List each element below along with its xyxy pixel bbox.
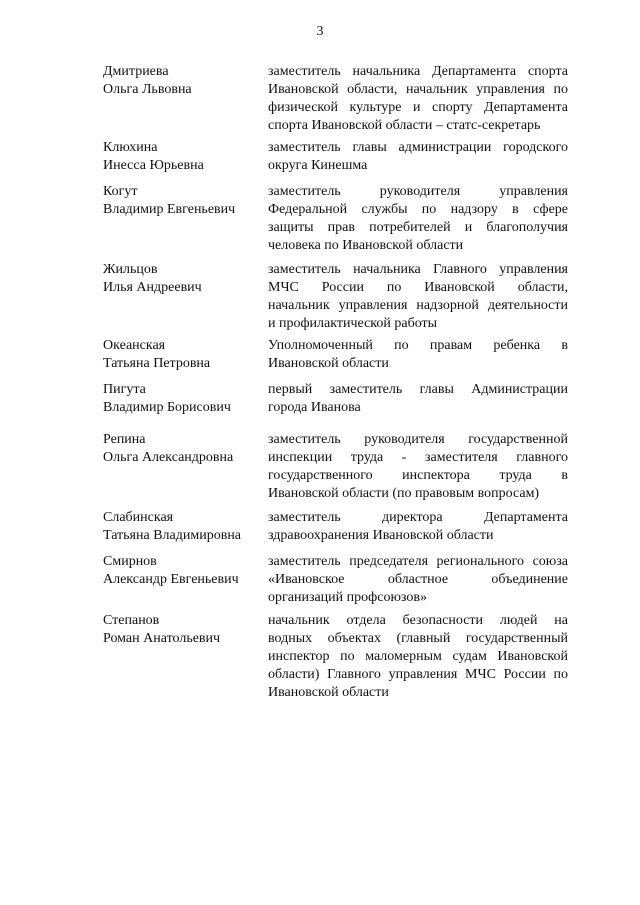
position-line: Ивановской области: [268, 356, 389, 371]
person-surname: Океанская: [103, 338, 166, 353]
position-line: человека по Ивановской области: [268, 238, 464, 253]
position-description: [268, 612, 568, 702]
person-given-names: Владимир Евгеньевич: [103, 202, 236, 217]
position-line: Уполномоченный по правам ребенка в: [268, 338, 568, 353]
position-line: физической культуре и спорту Департамента: [268, 100, 568, 115]
position-line: инспектор по маломерным судам Ивановской: [268, 649, 568, 664]
person-given-names: Татьяна Петровна: [103, 356, 211, 371]
person-surname: Пигута: [103, 382, 146, 397]
person-surname: Клюхина: [103, 140, 158, 155]
person-name: [103, 261, 263, 297]
position-line: заместитель руководителя государственной: [268, 432, 568, 447]
position-line: организаций профсоюзов»: [268, 590, 427, 605]
person-name: [103, 381, 263, 417]
page-number: 3: [316, 24, 324, 39]
person-given-names: Ольга Александровна: [103, 450, 234, 465]
position-line: Ивановской области, начальник управления по: [268, 82, 568, 97]
person-given-names: Ольга Львовна: [103, 82, 192, 97]
person-name: [103, 183, 263, 219]
position-description: [268, 381, 568, 417]
position-line: водных объектах (главный государственный: [268, 631, 568, 646]
position-line: «Ивановское областное объединение: [268, 572, 568, 587]
position-description: [268, 63, 568, 135]
person-surname: Репина: [103, 432, 146, 447]
position-line: заместитель начальника Главного управления: [268, 262, 568, 277]
person-surname: Смирнов: [103, 554, 157, 569]
position-line: заместитель председателя регионального союза: [268, 554, 568, 569]
position-line: заместитель начальника Департамента спорта: [268, 64, 568, 79]
position-line: первый заместитель главы Администрации: [268, 382, 568, 397]
position-line: округа Кинешма: [268, 158, 368, 173]
position-description: [268, 509, 568, 545]
position-line: здравоохранения Ивановской области: [268, 528, 494, 543]
person-given-names: Инесса Юрьевна: [103, 158, 204, 173]
position-line: инспекции труда - заместителя главного: [268, 450, 568, 465]
position-description: [268, 553, 568, 607]
person-name: [103, 509, 263, 545]
person-given-names: Роман Анатольевич: [103, 631, 221, 646]
position-description: [268, 337, 568, 373]
person-name: [103, 431, 263, 467]
position-line: государственного инспектора труда в: [268, 468, 568, 483]
position-line: Ивановской области: [268, 685, 389, 700]
position-line: МЧС России по Ивановской области,: [268, 280, 568, 295]
position-line: города Иванова: [268, 400, 361, 415]
position-line: заместитель директора Департамента: [268, 510, 568, 525]
position-line: и профилактической работы: [268, 316, 438, 331]
position-description: [268, 431, 568, 503]
person-given-names: Татьяна Владимировна: [103, 528, 242, 543]
person-given-names: Александр Евгеньевич: [103, 572, 239, 587]
person-name: [103, 553, 263, 589]
position-line: области) Главного управления МЧС России по: [268, 667, 568, 682]
position-line: начальник отдела безопасности людей на: [268, 613, 568, 628]
position-description: [268, 139, 568, 175]
position-line: начальник управления надзорной деятельности: [268, 298, 568, 313]
person-name: [103, 612, 263, 648]
position-line: заместитель главы администрации городского: [268, 140, 568, 155]
person-surname: Когут: [103, 184, 138, 199]
position-description: [268, 261, 568, 333]
position-line: Ивановской области (по правовым вопросам): [268, 486, 540, 501]
position-line: спорта Ивановской области – статс-секретарь: [268, 118, 541, 133]
position-line: заместитель руководителя управления: [268, 184, 568, 199]
position-line: защиты прав потребителей и благополучия: [268, 220, 568, 235]
person-given-names: Илья Андреевич: [103, 280, 202, 295]
person-surname: Степанов: [103, 613, 160, 628]
position-description: [268, 183, 568, 255]
person-surname: Жильцов: [103, 262, 158, 277]
person-surname: Слабинская: [103, 510, 174, 525]
person-name: [103, 139, 263, 175]
position-line: Федеральной службы по надзору в сфере: [268, 202, 568, 217]
person-given-names: Владимир Борисович: [103, 400, 231, 415]
person-surname: Дмитриева: [103, 64, 169, 79]
person-name: [103, 63, 263, 99]
person-name: [103, 337, 263, 373]
